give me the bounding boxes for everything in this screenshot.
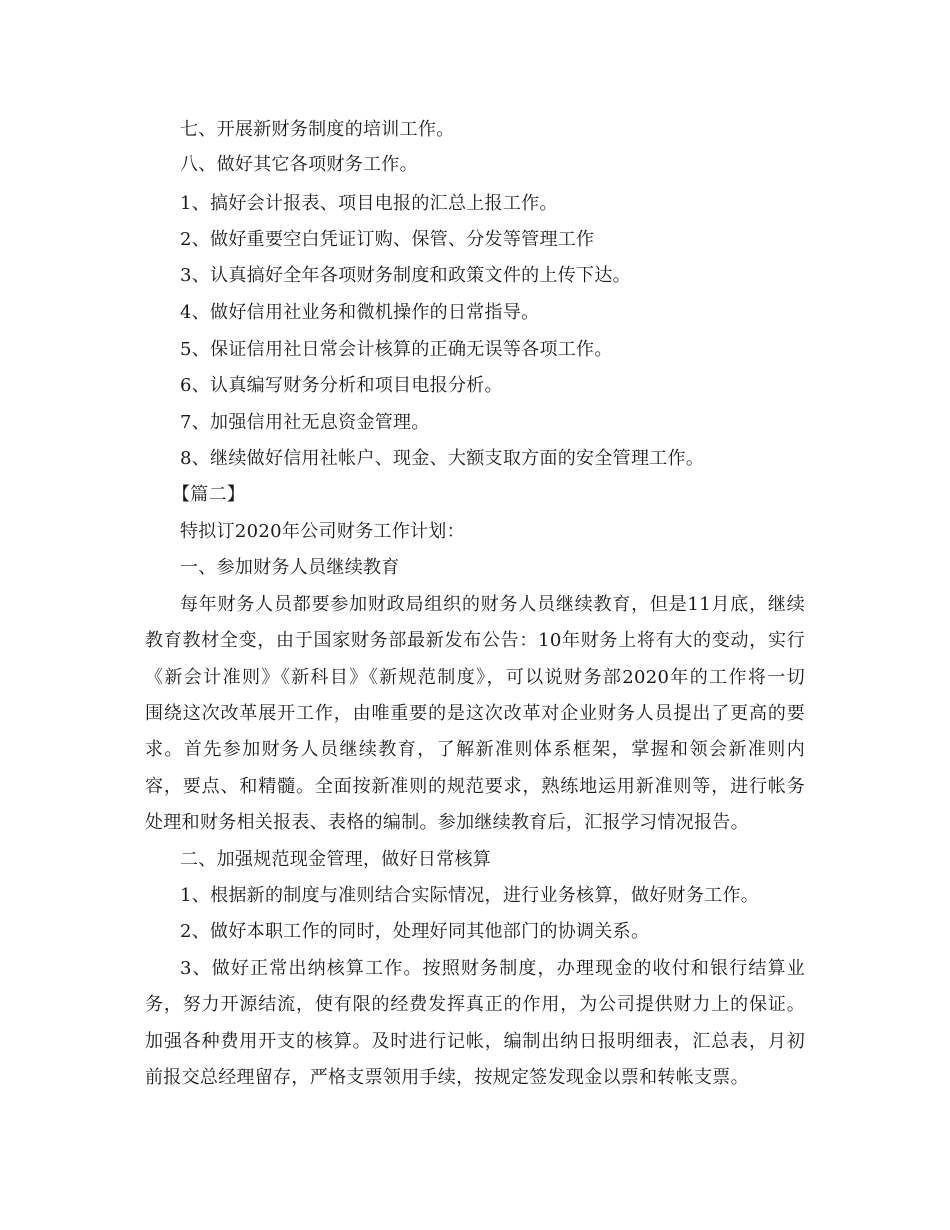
text-line: 1、根据新的制度与准则结合实际情况，进行业务核算，做好财务工作。 [180, 885, 760, 906]
text-line: 8、继续做好信用社帐户、现金、大额支取方面的安全管理工作。 [180, 448, 705, 469]
text-line: 八、做好其它各项财务工作。 [180, 154, 418, 175]
paragraph-line: 处理和财务相关报表、表格的编制。参加继续教育后，汇报学习情况报告。 [145, 812, 749, 833]
text-line: 6、认真编写财务分析和项目电报分析。 [180, 375, 503, 396]
paragraph-line: 务，努力开源结流，使有限的经费发挥真正的作用，为公司提供财力上的保证。 [145, 994, 805, 1015]
subsection-heading: 二、加强规范现金管理，做好日常核算 [180, 849, 492, 870]
paragraph-line: 加强各种费用开支的核算。及时进行记帐，编制出纳日报明细表，汇总表，月初 [145, 1031, 805, 1052]
paragraph-line: 前报交总经理留存，严格支票领用手续，按规定签发现金以票和转帐支票。 [145, 1067, 749, 1088]
section-heading: 【篇二】 [172, 484, 246, 505]
subsection-heading: 一、参加财务人员继续教育 [180, 557, 400, 578]
text-line: 7、加强信用社无息资金管理。 [180, 412, 430, 433]
text-line: 2、做好本职工作的同时，处理好同其他部门的协调关系。 [180, 921, 650, 942]
text-line: 3、认真搞好全年各项财务制度和政策文件的上传下达。 [180, 265, 631, 286]
paragraph-line: 每年财务人员都要参加财政局组织的财务人员继续教育，但是11月底，继续 [180, 594, 805, 615]
text-line: 2、做好重要空白凭证订购、保管、分发等管理工作 [180, 229, 595, 250]
text-line: 1、搞好会计报表、项目电报的汇总上报工作。 [180, 193, 558, 214]
text-line: 5、保证信用社日常会计核算的正确无误等各项工作。 [180, 339, 613, 360]
paragraph-line: 《新会计准则》《新科目》《新规范制度》，可以说财务部2020年的工作将一切 [145, 667, 805, 688]
paragraph-line: 3、做好正常出纳核算工作。按照财务制度，办理现金的收付和银行结算业 [180, 958, 805, 979]
paragraph-line: 容，要点、和精髓。全面按新准则的规范要求，熟练地运用新准则等，进行帐务 [145, 776, 805, 797]
text-line: 七、开展新财务制度的培训工作。 [180, 119, 455, 140]
paragraph-line: 围绕这次改革展开工作，由唯重要的是这次改革对企业财务人员提出了更高的要 [145, 703, 805, 724]
text-line: 4、做好信用社业务和微机操作的日常指导。 [180, 302, 540, 323]
paragraph-line: 教育教材全变，由于国家财务部最新发布公告：10年财务上将有大的变动，实行 [145, 630, 805, 651]
text-line: 特拟订2020年公司财务工作计划： [180, 521, 465, 542]
paragraph-line: 求。首先参加财务人员继续教育，了解新准则体系框架，掌握和领会新准则内 [145, 739, 805, 760]
